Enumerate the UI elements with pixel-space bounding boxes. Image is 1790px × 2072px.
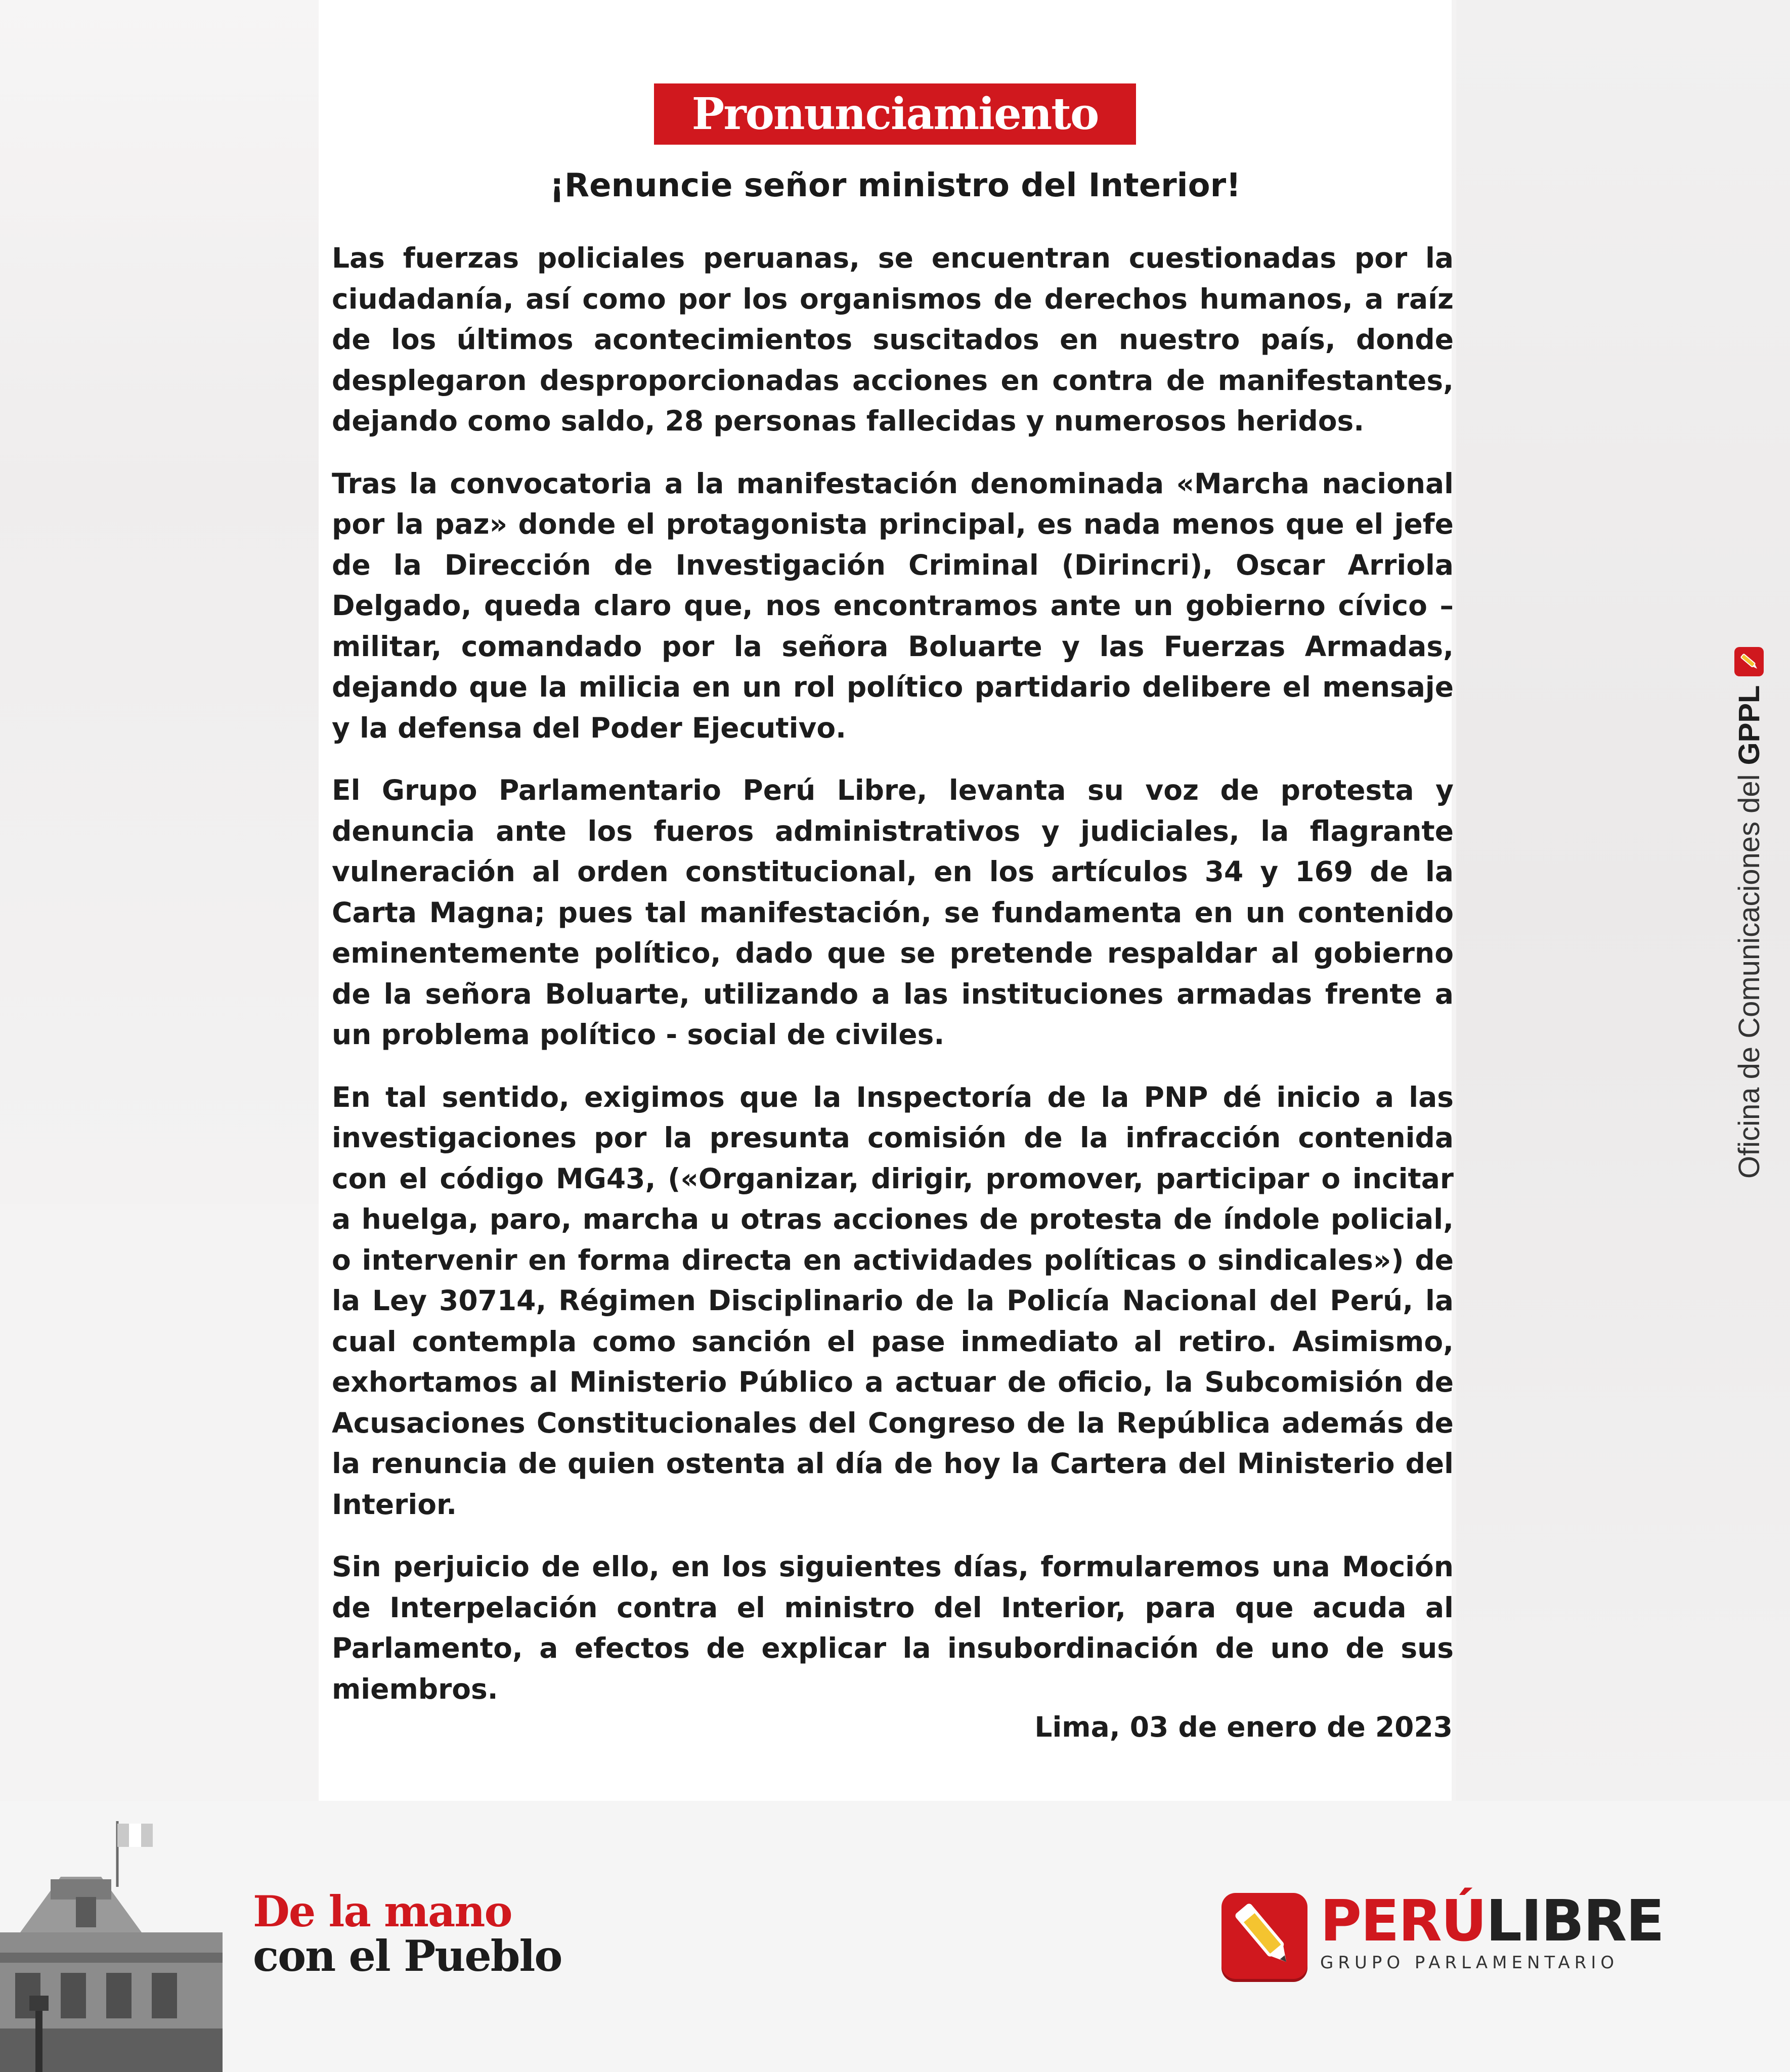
paragraph: Tras la convocatoria a la manifestación denominada «Marcha nacional por la paz» donde el protagonista principal, es nada menos que el jefe de la Dirección de Investigación Criminal (Dirincri), Oscar Arriola Delgado, queda claro que, nos encontramos ante un gobierno cívico – militar, comandado por la señora Boluarte y las Fuerzas Armadas, dejando que la milicia en un rol político partidario delibere el mensaje y la defensa del Poder Ejecutivo. (332, 467, 1454, 744)
side-credit-text: Oficina de Comunicaciones del (1732, 774, 1766, 1179)
paragraph: Las fuerzas policiales peruanas, se encuentran cuestionadas por la ciudadanía, así como por los organismos de derechos humanos, a raíz de los últimos acontecimientos suscitados en nuestro país, donde desplegaron desproporcionadas acciones en contra de manifestantes, dejando como saldo, 28 personas fallecidas y numerosos heridos. (332, 242, 1454, 437)
slogan-line-1: De la mano (253, 1886, 512, 1936)
side-credit-gppl: GPPL (1732, 685, 1766, 765)
side-credit (1724, 622, 1774, 1179)
logo-libre: LIBRE (1486, 1888, 1664, 1954)
title-badge-label: Pronunciamiento (691, 89, 1099, 140)
pencil-icon (1734, 647, 1764, 676)
slogan-line-2: con el Pueblo (253, 1931, 562, 1981)
logo-subtitle: GRUPO PARLAMENTARIO (1320, 1953, 1619, 1973)
peru-libre-logo (1320, 1888, 1664, 1973)
peru-libre-logo-icon (1221, 1893, 1307, 1979)
statement-body (332, 238, 1454, 1731)
logo-wordmark (1320, 1888, 1664, 1954)
paragraph: El Grupo Parlamentario Perú Libre, levanta su voz de protesta y denuncia ante los fueros administrativos y judiciales, la flagrante vulneración al orden constitucional, en los artículos 34 y 169 de la Carta Magna; pues tal manifestación, se fundamenta en un contenido eminentemente político, dado que se pretende respaldar al gobierno de la señora Boluarte, utilizando a las instituciones armadas frente a un problema político - social de civiles. (332, 774, 1454, 1051)
title-badge (654, 83, 1136, 145)
background-left (0, 0, 329, 1204)
page-title: ¡Renuncie señor ministro del Interior! (549, 167, 1241, 204)
logo-peru: PERÚ (1320, 1888, 1486, 1954)
signature-date: Lima, 03 de enero de 2023 (1034, 1711, 1453, 1743)
paragraph: En tal sentido, exigimos que la Inspectoría de la PNP dé inicio a las investigaciones por la presunta comisión de la infracción contenida con el código MG43, («Organizar, dirigir, promover, participar o incitar a huelga, paro, marcha u otras acciones de protesta de índole policial, o intervenir en forma directa en actividades políticas o sindicales») de la Ley 30714, Régimen Disciplinario de la Policía Nacional del Perú, la cual contempla como sanción el pase inmediato al retiro. Asimismo, exhortamos al Ministerio Público a actuar de oficio, la Subcomisión de Acusaciones Constitucionales del Congreso de la República además de la renuncia de quien ostenta al día de hoy la Cartera del Ministerio del Interior. (332, 1081, 1454, 1521)
paragraph: Sin perjuicio de ello, en los siguientes días, formularemos una Moción de Interpelación contra el ministro del Interior, para que acuda al Parlamento, a efectos de explicar la insubordinación de uno de sus miembros. (332, 1550, 1454, 1705)
government-palace-illustration (0, 1801, 223, 2072)
slogan (253, 1886, 562, 1981)
